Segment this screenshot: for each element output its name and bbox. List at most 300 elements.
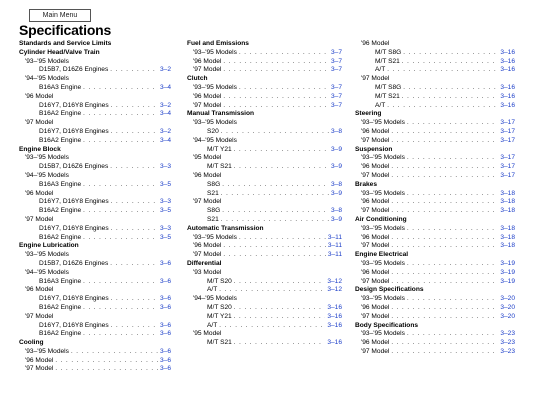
toc-entry-label: '97 Model <box>361 75 390 83</box>
toc-entry-label: '93–'95 Models <box>193 48 237 56</box>
page-number-link[interactable]: 3–18 <box>500 198 515 206</box>
dot-leader <box>83 304 158 313</box>
toc-entry-label: D16Y7, D16Y8 Engines <box>39 295 109 303</box>
toc-entry-label: D16Y7, D16Y8 Engines <box>39 127 109 135</box>
toc-entry-link[interactable] <box>19 260 171 269</box>
page-number-link[interactable]: 3–4 <box>159 110 171 118</box>
page-number-link[interactable]: 3–16 <box>327 321 342 329</box>
dot-leader <box>221 128 329 137</box>
dot-leader <box>111 295 158 304</box>
toc-entry-link[interactable] <box>187 216 342 225</box>
toc-entry-label: D15B7, D16Z6 Engines <box>39 66 109 74</box>
toc-entry-link[interactable] <box>355 190 515 199</box>
toc-entry-label: '95 Model <box>193 154 222 162</box>
page-number-link[interactable]: 3–5 <box>159 180 171 188</box>
toc-entry-link[interactable] <box>355 242 515 251</box>
toc-entry-link[interactable] <box>187 163 342 172</box>
page-number-link[interactable]: 3–8 <box>330 127 342 135</box>
toc-subheading <box>355 75 515 84</box>
toc-entry-link[interactable] <box>187 102 342 111</box>
dot-leader <box>234 163 329 172</box>
toc-section-heading <box>355 216 515 225</box>
page-number-link[interactable]: 3–16 <box>500 83 515 91</box>
page-number-link[interactable]: 3–18 <box>500 242 515 250</box>
toc-section-heading <box>19 242 171 251</box>
page-number-link[interactable]: 3–23 <box>500 347 515 355</box>
toc-entry-link[interactable] <box>187 190 342 199</box>
toc-entry-label: S20 <box>207 127 219 135</box>
page-number-link[interactable]: 3–18 <box>500 207 515 215</box>
page-number-link[interactable]: 3–6 <box>159 321 171 329</box>
toc-entry-label: '97 Model <box>361 277 390 285</box>
toc-subheading <box>187 330 342 339</box>
toc-entry-label: '97 Model <box>25 119 54 127</box>
dot-leader <box>223 66 329 75</box>
toc-entry-label: '94–'95 Models <box>25 268 69 276</box>
toc-entry-label: M/T S21 <box>375 57 400 65</box>
toc-section-heading <box>19 40 171 49</box>
toc-entry-link[interactable] <box>19 84 171 93</box>
toc-entry-label: '96 Model <box>361 198 390 206</box>
dot-leader <box>234 278 326 287</box>
dot-leader <box>83 181 158 190</box>
toc-entry-link[interactable] <box>355 84 515 93</box>
toc-entry-label: D15B7, D16Z6 Engines <box>39 163 109 171</box>
toc-entry-link[interactable] <box>187 251 342 260</box>
toc-entry-link[interactable] <box>19 357 171 366</box>
toc-entry-link[interactable] <box>187 286 342 295</box>
dot-leader <box>83 207 158 216</box>
toc-entry-label: '95 Model <box>193 330 222 338</box>
toc-entry-label: Body Specifications <box>355 321 419 329</box>
toc-entry-label: '96 Model <box>25 286 54 294</box>
toc-entry-label: B16A3 Engine <box>39 180 82 188</box>
toc-entry-label: D16Y7, D16Y8 Engines <box>39 224 109 232</box>
page-number-link[interactable]: 3–11 <box>327 242 342 250</box>
dot-leader <box>391 137 498 146</box>
toc-entry-link[interactable] <box>187 84 342 93</box>
toc-entry-link[interactable] <box>19 198 171 207</box>
page-number-link[interactable]: 3–19 <box>500 259 515 267</box>
toc-entry-label: '96 Model <box>361 127 390 135</box>
toc-entry-link[interactable] <box>355 313 515 322</box>
dot-leader <box>234 313 326 322</box>
toc-entry-link[interactable] <box>355 119 515 128</box>
page-number-link[interactable]: 3–18 <box>500 233 515 241</box>
page-number-link[interactable]: 3–6 <box>159 347 171 355</box>
page-number-link[interactable]: 3–17 <box>500 163 515 171</box>
dot-leader <box>407 225 498 234</box>
toc-entry-label: '97 Model <box>193 198 222 206</box>
toc-entry-label: A/T <box>207 286 218 294</box>
toc-entry-link[interactable] <box>187 242 342 251</box>
toc-entry-link[interactable] <box>355 207 515 216</box>
dot-leader <box>387 66 498 75</box>
toc-entry-link[interactable] <box>355 66 515 75</box>
toc-entry-label: A/T <box>375 66 386 74</box>
toc-entry-label: '97 Model <box>25 215 54 223</box>
toc-section-heading <box>187 75 342 84</box>
toc-entry-label: Manual Transmission <box>187 110 255 118</box>
toc-entry-label: D16Y7, D16Y8 Engines <box>39 101 109 109</box>
dot-leader <box>83 278 158 287</box>
page-number-link[interactable]: 3–8 <box>330 180 342 188</box>
toc-entry-label: '93–'95 Models <box>361 224 405 232</box>
toc-entry-label: Cylinder Head/Valve Train <box>19 48 100 56</box>
page-number-link[interactable]: 3–16 <box>327 312 342 320</box>
toc-entry-link[interactable] <box>355 260 515 269</box>
toc-entry-link[interactable] <box>355 154 515 163</box>
dot-leader <box>391 278 498 287</box>
page-number-link[interactable]: 3–2 <box>159 66 171 74</box>
page-number-link[interactable]: 3–9 <box>330 163 342 171</box>
toc-entry-label: '97 Model <box>25 365 54 373</box>
dot-leader <box>407 190 498 199</box>
dot-leader <box>402 93 499 102</box>
page-number-link[interactable]: 3–9 <box>330 215 342 223</box>
toc-entry-link[interactable] <box>19 225 171 234</box>
page-number-link[interactable]: 3–23 <box>500 339 515 347</box>
toc-entry-label: '97 Model <box>193 66 222 74</box>
dot-leader <box>223 58 329 67</box>
page-number-link[interactable]: 3–17 <box>500 154 515 162</box>
toc-entry-label: Engine Electrical <box>355 251 409 259</box>
dot-leader <box>83 84 158 93</box>
page-number-link[interactable]: 3–19 <box>500 268 515 276</box>
toc-entry-link[interactable] <box>355 330 515 339</box>
toc-entry-label: Clutch <box>187 75 208 83</box>
dot-leader <box>402 58 499 67</box>
page-number-link[interactable]: 3–16 <box>327 339 342 347</box>
toc-entry-link[interactable] <box>19 348 171 357</box>
toc-subheading <box>19 216 171 225</box>
toc-entry-label: Cooling <box>19 339 44 347</box>
page-number-link[interactable]: 3–2 <box>159 127 171 135</box>
toc-entry-label: '96 Model <box>361 40 390 47</box>
toc-entry-link[interactable] <box>187 58 342 67</box>
toc-entry-link[interactable] <box>187 278 342 287</box>
toc-entry-label: B16A2 Engine <box>39 303 82 311</box>
dot-leader <box>55 357 158 366</box>
page-number-link[interactable]: 3–23 <box>500 330 515 338</box>
page-number-link[interactable]: 3–16 <box>500 101 515 109</box>
toc-entry-link[interactable] <box>355 49 515 58</box>
toc-entry-label: '97 Model <box>193 251 222 259</box>
page-number-link[interactable]: 3–11 <box>327 233 342 241</box>
page-number-link[interactable]: 3–9 <box>330 189 342 197</box>
toc-entry-label: '93–'95 Models <box>361 295 405 303</box>
dot-leader <box>391 348 498 357</box>
toc-entry-label: '93–'95 Models <box>361 259 405 267</box>
toc-entry-label: '96 Model <box>25 92 54 100</box>
toc-entry-link[interactable] <box>19 110 171 119</box>
dot-leader <box>391 304 498 313</box>
dot-leader <box>221 190 329 199</box>
dot-leader <box>387 102 498 111</box>
toc-entry-link[interactable] <box>355 295 515 304</box>
dot-leader <box>221 216 329 225</box>
toc-entry-link[interactable] <box>19 330 171 339</box>
page-number-link[interactable]: 3–3 <box>159 224 171 232</box>
toc-entry-link[interactable] <box>355 278 515 287</box>
toc-section-heading <box>355 146 515 155</box>
page-number-link[interactable]: 3–6 <box>159 365 171 373</box>
toc-entry-label: Standards and Service Limits <box>19 40 112 47</box>
toc-entry-link[interactable] <box>19 278 171 287</box>
toc-entry-link[interactable] <box>187 234 342 243</box>
page-number-link[interactable]: 3–12 <box>327 286 342 294</box>
toc-entry-label: '97 Model <box>361 347 390 355</box>
toc-entry-label: '96 Model <box>25 356 54 364</box>
page-number-link[interactable]: 3–5 <box>159 207 171 215</box>
toc-entry-label: '93–'95 Models <box>25 57 69 65</box>
dot-leader <box>391 313 498 322</box>
toc-entry-link[interactable] <box>187 66 342 75</box>
dot-leader <box>239 49 329 58</box>
page-number-link[interactable]: 3–16 <box>500 66 515 74</box>
toc-entry-link[interactable] <box>19 102 171 111</box>
dot-leader <box>111 198 158 207</box>
toc-subheading <box>187 172 342 181</box>
page-number-link[interactable]: 3–17 <box>500 136 515 144</box>
page-number-link[interactable]: 3–6 <box>159 259 171 267</box>
dot-leader <box>403 49 498 58</box>
toc-entry-link[interactable] <box>355 225 515 234</box>
toc-entry-link[interactable] <box>187 322 342 331</box>
toc-entry-link[interactable] <box>355 58 515 67</box>
page-number-link[interactable]: 3–3 <box>159 198 171 206</box>
toc-entry-link[interactable] <box>187 93 342 102</box>
toc-entry-link[interactable] <box>19 66 171 75</box>
toc-entry-label: '94–'95 Models <box>193 136 237 144</box>
dot-leader <box>83 137 158 146</box>
page-number-link[interactable]: 3–19 <box>500 277 515 285</box>
toc-entry-link[interactable] <box>355 137 515 146</box>
toc-entry-label: '93–'95 Models <box>361 189 405 197</box>
page-number-link[interactable]: 3–17 <box>500 119 515 127</box>
toc-subheading <box>19 313 171 322</box>
toc-entry-label: '97 Model <box>193 101 222 109</box>
toc-entry-link[interactable] <box>187 339 342 348</box>
toc-entry-link[interactable] <box>355 128 515 137</box>
toc-subheading <box>19 154 171 163</box>
toc-entry-label: '97 Model <box>361 171 390 179</box>
toc-subheading <box>187 137 342 146</box>
dot-leader <box>391 128 498 137</box>
toc-section-heading <box>355 322 515 331</box>
dot-leader <box>407 295 498 304</box>
toc-entry-link[interactable] <box>19 181 171 190</box>
toc-column-3 <box>355 40 515 357</box>
toc-entry-label: '97 Model <box>361 207 390 215</box>
toc-entry-label: D16Y7, D16Y8 Engines <box>39 321 109 329</box>
page-number-link[interactable]: 3–4 <box>159 136 171 144</box>
page-number-link[interactable]: 3–7 <box>330 66 342 74</box>
dot-leader <box>407 330 498 339</box>
toc-entry-link[interactable] <box>355 348 515 357</box>
toc-entry-link[interactable] <box>355 93 515 102</box>
toc-entry-link[interactable] <box>355 269 515 278</box>
toc-entry-label: '93–'95 Models <box>361 330 405 338</box>
toc-entry-label: S21 <box>207 189 219 197</box>
page-number-link[interactable]: 3–6 <box>159 295 171 303</box>
page-number-link[interactable]: 3–17 <box>500 171 515 179</box>
toc-entry-label: '93–'95 Models <box>361 119 405 127</box>
dot-leader <box>239 234 326 243</box>
page-number-link[interactable]: 3–17 <box>500 127 515 135</box>
toc-entry-label: M/T S8G <box>375 83 402 91</box>
toc-entry-link[interactable] <box>187 49 342 58</box>
dot-leader <box>234 339 326 348</box>
page-number-link[interactable]: 3–3 <box>159 163 171 171</box>
toc-section-heading <box>19 339 171 348</box>
page-number-link[interactable]: 3–4 <box>159 83 171 91</box>
toc-entry-label: '96 Model <box>361 163 390 171</box>
toc-entry-link[interactable] <box>19 365 171 374</box>
toc-entry-link[interactable] <box>19 128 171 137</box>
dot-leader <box>239 84 329 93</box>
toc-entry-link[interactable] <box>19 295 171 304</box>
page-number-link[interactable]: 3–6 <box>159 277 171 285</box>
page-number-link[interactable]: 3–7 <box>330 57 342 65</box>
toc-subheading <box>19 119 171 128</box>
toc-section-heading <box>19 146 171 155</box>
toc-entry-link[interactable] <box>19 234 171 243</box>
dot-leader <box>111 128 158 137</box>
toc-subheading <box>187 295 342 304</box>
toc-entry-label: D16Y7, D16Y8 Engines <box>39 198 109 206</box>
toc-entry-label: '97 Model <box>361 242 390 250</box>
toc-entry-label: Steering <box>355 110 382 118</box>
dot-leader <box>407 260 498 269</box>
toc-subheading <box>19 251 171 260</box>
page-number-link[interactable]: 3–16 <box>327 303 342 311</box>
dot-leader <box>391 172 498 181</box>
toc-entry-label: '96 Model <box>361 233 390 241</box>
page-number-link[interactable]: 3–2 <box>159 101 171 109</box>
page-number-link[interactable]: 3–7 <box>330 101 342 109</box>
toc-entry-label: '93–'95 Models <box>361 154 405 162</box>
toc-entry-label: Engine Block <box>19 145 61 153</box>
page-number-link[interactable]: 3–18 <box>500 224 515 232</box>
dot-leader <box>391 242 498 251</box>
toc-subheading <box>19 286 171 295</box>
toc-entry-label: Air Conditioning <box>355 215 407 223</box>
toc-section-heading <box>355 181 515 190</box>
page-number-link[interactable]: 3–7 <box>330 48 342 56</box>
dot-leader <box>391 269 498 278</box>
page-number-link[interactable]: 3–18 <box>500 189 515 197</box>
toc-entry-label: '93–'95 Models <box>25 154 69 162</box>
toc-entry-label: '97 Model <box>361 136 390 144</box>
toc-entry-link[interactable] <box>187 207 342 216</box>
dot-leader <box>223 242 325 251</box>
toc-entry-link[interactable] <box>19 304 171 313</box>
toc-entry-label: '93–'95 Models <box>193 233 237 241</box>
toc-entry-link[interactable] <box>19 137 171 146</box>
toc-entry-link[interactable] <box>355 198 515 207</box>
dot-leader <box>110 66 158 75</box>
main-menu-button[interactable]: Main Menu <box>29 9 91 22</box>
toc-entry-link[interactable] <box>355 304 515 313</box>
dot-leader <box>407 119 498 128</box>
page-number-link[interactable]: 3–9 <box>330 145 342 153</box>
dot-leader <box>391 234 498 243</box>
dot-leader <box>391 163 498 172</box>
page-number-link[interactable]: 3–7 <box>330 92 342 100</box>
toc-entry-label: '97 Model <box>361 312 390 320</box>
page-number-link[interactable]: 3–6 <box>159 356 171 364</box>
page-number-link[interactable]: 3–6 <box>159 330 171 338</box>
toc-entry-link[interactable] <box>355 102 515 111</box>
toc-entry-link[interactable] <box>187 181 342 190</box>
toc-entry-link[interactable] <box>19 207 171 216</box>
dot-leader <box>222 181 329 190</box>
toc-entry-label: B16A2 Engine <box>39 233 82 241</box>
toc-entry-label: Differential <box>187 259 222 267</box>
page-number-link[interactable]: 3–16 <box>500 92 515 100</box>
toc-column-1 <box>19 40 171 374</box>
toc-entry-link[interactable] <box>355 163 515 172</box>
toc-entry-label: S8G <box>207 207 221 215</box>
dot-leader <box>110 260 158 269</box>
toc-entry-label: M/T Y21 <box>207 145 232 153</box>
toc-subheading <box>187 198 342 207</box>
toc-entry-link[interactable] <box>187 146 342 155</box>
page-title: Specifications <box>19 22 112 38</box>
page-number-link[interactable]: 3–20 <box>500 295 515 303</box>
toc-entry-label: '96 Model <box>25 189 54 197</box>
toc-entry-link[interactable] <box>187 128 342 137</box>
page-number-link[interactable]: 3–5 <box>159 233 171 241</box>
toc-entry-link[interactable] <box>187 304 342 313</box>
dot-leader <box>391 198 498 207</box>
toc-entry-link[interactable] <box>19 163 171 172</box>
page-number-link[interactable]: 3–7 <box>330 83 342 91</box>
page-number-link[interactable]: 3–8 <box>330 207 342 215</box>
toc-entry-link[interactable] <box>355 234 515 243</box>
toc-entry-label: M/T S21 <box>207 339 232 347</box>
toc-entry-link[interactable] <box>355 339 515 348</box>
toc-entry-link[interactable] <box>187 313 342 322</box>
dot-leader <box>391 339 498 348</box>
page-number-link[interactable]: 3–11 <box>327 251 342 259</box>
toc-entry-link[interactable] <box>19 322 171 331</box>
page-number-link[interactable]: 3–16 <box>500 48 515 56</box>
page-number-link[interactable]: 3–20 <box>500 312 515 320</box>
toc-subheading <box>19 172 171 181</box>
dot-leader <box>234 304 326 313</box>
toc-column-2 <box>187 40 342 348</box>
toc-section-heading <box>187 110 342 119</box>
dot-leader <box>403 84 498 93</box>
toc-section-heading <box>187 260 342 269</box>
toc-subheading <box>19 58 171 67</box>
toc-entry-link[interactable] <box>355 172 515 181</box>
dot-leader <box>219 286 325 295</box>
page-number-link[interactable]: 3–12 <box>327 277 342 285</box>
toc-entry-label: '96 Model <box>361 268 390 276</box>
dot-leader <box>222 207 329 216</box>
page-number-link[interactable]: 3–16 <box>500 57 515 65</box>
toc-subheading <box>355 40 515 49</box>
toc-entry-label: A/T <box>375 101 386 109</box>
toc-subheading <box>19 93 171 102</box>
page-number-link[interactable]: 3–20 <box>500 303 515 311</box>
page-number-link[interactable]: 3–6 <box>159 303 171 311</box>
toc-entry-label: S8G <box>207 180 221 188</box>
toc-section-heading <box>355 251 515 260</box>
